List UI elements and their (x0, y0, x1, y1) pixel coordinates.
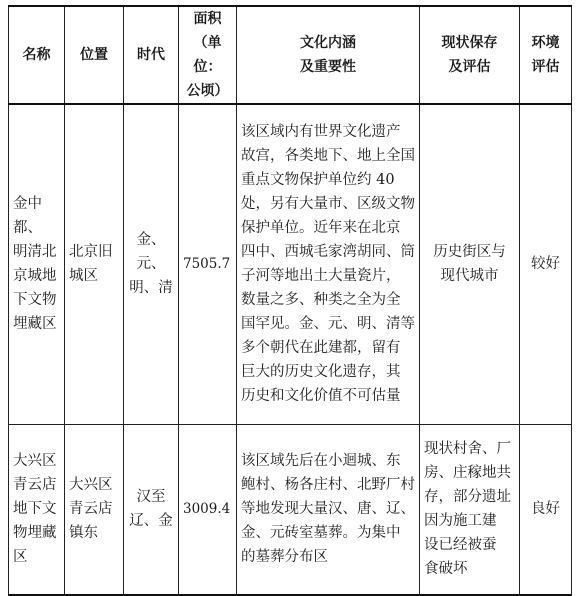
header-area: 面积 （单位： 公顷） (179, 6, 237, 104)
header-significance: 文化内涵 及重要性 (237, 6, 420, 104)
cell-name: 金中都、 明清北 京城地 下文物 埋藏区 (9, 104, 65, 424)
cell-significance: 该区域内有世界文化遗产 故宫，各类地下、地上全国 重点文物保护单位约 40 处，另有大量市、区级文物 保护单位。近年来在北京 四中、西城毛家湾胡同、筒 子河等地出土大量瓷片， 数量之多、种类之全为全 国罕见。金、元、明、清等 多个朝代在此建都，留有 巨大的历史文化遗存，其 历史和文化价值不可估量 (237, 104, 420, 424)
cell-area: 3009.4 (179, 424, 237, 595)
table-row (9, 424, 572, 595)
cell-era: 金、元、 明、清 (124, 104, 179, 424)
cell-status: 现状村舍、厂 房、庄稼地共 存，部分遗址 因为施工建 设已经被蚕 食破坏 (420, 424, 520, 595)
header-era: 时代 (124, 6, 179, 104)
header-status: 现状保存 及评估 (420, 6, 520, 104)
cell-environment: 良好 (520, 424, 572, 595)
cell-environment: 较好 (520, 104, 572, 424)
header-name: 名称 (9, 6, 65, 104)
header-row (9, 6, 572, 104)
cell-location: 大兴区 青云店 镇东 (65, 424, 124, 595)
cell-era: 汉至 辽、金 (124, 424, 179, 595)
heritage-table (8, 5, 572, 596)
cell-location: 北京旧 城区 (65, 104, 124, 424)
cell-area: 7505.7 (179, 104, 237, 424)
cell-name: 大兴区 青云店 地下文 物埋藏 区 (9, 424, 65, 595)
cell-status: 历史街区与 现代城市 (420, 104, 520, 424)
cell-significance: 该区域先后在小迴城、东 鲍村、杨各庄村、北野厂村 等地发现大量汉、唐、辽、 金、元砖室墓葬。为集中 的墓葬分布区 (237, 424, 420, 595)
table-row (9, 104, 572, 424)
header-environment: 环境 评估 (520, 6, 572, 104)
header-location: 位置 (65, 6, 124, 104)
